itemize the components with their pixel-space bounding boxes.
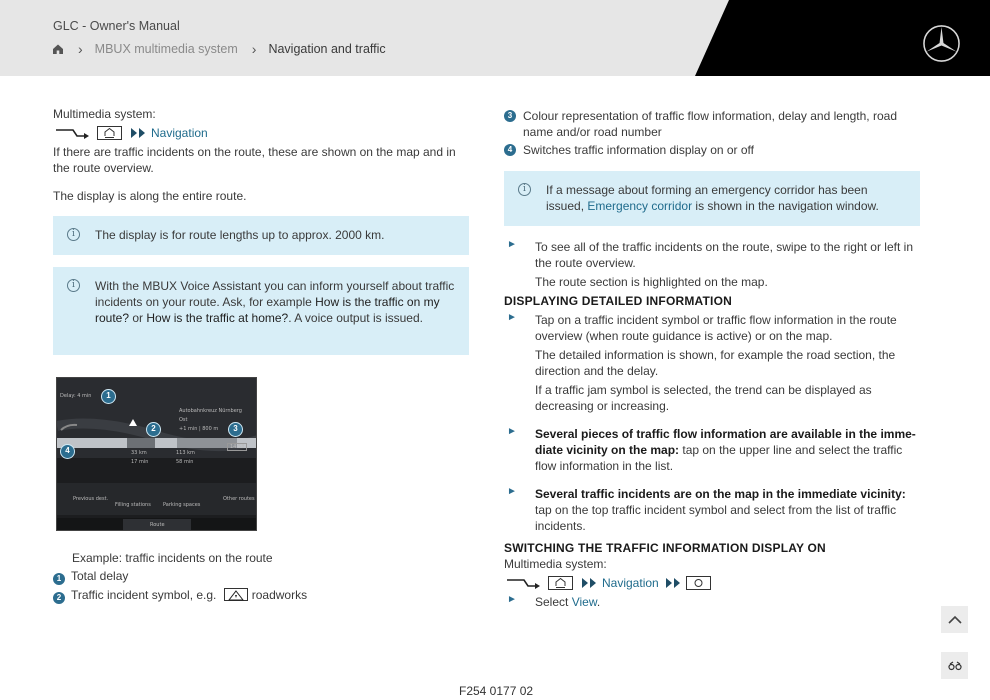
info-text-post: . A voice output is issued.: [288, 311, 423, 325]
arrow-icon: [55, 126, 91, 140]
nav-path-navigation[interactable]: Navigation: [151, 126, 208, 140]
legend-text-1: Total delay: [71, 569, 129, 583]
home-button-icon: [97, 126, 122, 140]
legend-num-1: 1: [53, 573, 65, 585]
nav-path-navigation[interactable]: Navigation: [602, 576, 659, 590]
chevron-right-icon: ›: [251, 41, 257, 57]
info-icon: i: [518, 183, 531, 196]
chevron-right-icon: ›: [78, 41, 83, 57]
double-chevron-icon: [130, 127, 147, 139]
segment-distance-1: 33 km: [131, 450, 147, 456]
info-box-emergency-corridor: [504, 171, 920, 226]
figure-button-previous: Previous dest.: [73, 496, 109, 502]
callout-1: 1: [101, 389, 116, 404]
info-text: The display is for route lengths up to approx. 2000 km.: [95, 228, 385, 242]
callout-3: 3: [228, 422, 243, 437]
figure-button-filling: Filling stations: [115, 502, 151, 508]
figure-code: F254 0177 02: [459, 684, 534, 698]
multimedia-label: Multimedia system:: [504, 557, 607, 571]
nav-path: [55, 126, 469, 140]
step-result: The route section is highlighted on the map.: [535, 275, 768, 289]
double-chevron-icon: [665, 577, 682, 589]
heading-switching-display: SWITCHING THE TRAFFIC INFORMATION DISPLAY ON: [504, 541, 826, 555]
route-overview-screenshot: [56, 377, 257, 531]
step-result-2: If a traffic jam symbol is selected, the trend can be displayed as decreasing or increasing.: [535, 383, 872, 413]
step-text: To see all of the traffic incidents on the route, swipe to the right or left in the route overview.: [535, 240, 913, 270]
step-text: Tap on a traffic incident symbol or traffic flow information in the route overview (when route guidance is active) or on the map.: [535, 313, 897, 343]
step-bold: Several traffic incidents are on the map in the immediate vicinity:: [535, 487, 906, 501]
roadworks-icon: [224, 588, 248, 601]
figure-button-other: Other routes: [223, 496, 255, 502]
manual-title: GLC - Owner's Manual: [53, 19, 180, 33]
settings-button-icon: [686, 576, 711, 590]
nav-path: [506, 576, 920, 590]
figure-bottom-route: Route: [150, 522, 165, 528]
info-text-pre: If a message about forming an emergency corridor has been issued,: [546, 183, 868, 213]
step-text: tap on the upper line and select the traffic flow information in the list.: [535, 443, 903, 473]
incident-paragraph: If there are traffic incidents on the route, these are shown on the map and in the route overview.: [53, 145, 456, 175]
figure-caption: Example: traffic incidents on the route: [72, 551, 273, 565]
junction-name: Autobahnkreuz Nürnberg: [179, 408, 242, 414]
info-text-post: is shown in the navigation window.: [692, 199, 879, 213]
left-column: [53, 106, 469, 355]
legend-text-3: Colour representation of traffic flow information, delay and length, road name and/or road number: [523, 109, 897, 139]
direction: Ost: [179, 417, 188, 423]
callout-4: 4: [60, 444, 75, 459]
segment-time-1: 17 min: [131, 459, 149, 465]
info-box-route-length: [53, 216, 469, 255]
step-result: The detailed information is shown, for example the road section, the direction and the delay.: [535, 348, 896, 378]
segment-distance-2: 113 km: [176, 450, 195, 456]
legend-text-2: Traffic incident symbol, e.g.: [71, 588, 217, 602]
step-arrow-icon: ►: [507, 594, 517, 605]
legend-item-2: [53, 587, 469, 604]
legend-num-2: 2: [53, 592, 65, 604]
incident-detail: +1 min | 800 m: [179, 426, 219, 432]
info-icon: i: [67, 279, 80, 292]
figure-button-parking: Parking spaces: [163, 502, 201, 508]
mercedes-star-logo: [922, 24, 961, 63]
emergency-corridor-label: Emergency corridor: [587, 199, 693, 213]
voice-query-1: How is the traffic on my route?: [95, 295, 440, 325]
breadcrumb-link-mbux[interactable]: MBUX multimedia system: [94, 42, 238, 56]
legend-item-4: [504, 142, 920, 158]
step-traffic-flow: [504, 426, 920, 474]
page-index-button[interactable]: [941, 652, 968, 679]
legend-num-3: 3: [504, 110, 516, 122]
step-swipe: [504, 239, 920, 290]
arrow-icon: [506, 576, 542, 590]
breadcrumb: [52, 42, 386, 56]
page-index-icon: [948, 661, 962, 671]
legend-text-2-post: roadworks: [251, 588, 308, 602]
info-box-voice-assistant: [53, 267, 469, 355]
callout-2: 2: [146, 422, 161, 437]
segment-time-2: 58 min: [176, 459, 194, 465]
home-icon[interactable]: [52, 43, 64, 55]
legend-item-1: [53, 568, 469, 585]
step-tap-symbol: [504, 312, 920, 414]
step-text: Select: [535, 595, 572, 609]
legend-item-3: [504, 108, 920, 140]
info-text-mid: or: [129, 311, 147, 325]
voice-query-2: How is the traffic at home?: [146, 311, 289, 325]
delay-label: Delay: 4 min: [60, 393, 92, 399]
step-bold: Several pieces of traffic flow information are available in the imme-diate vicinity on the map:: [535, 427, 916, 457]
scroll-to-top-button[interactable]: [941, 606, 968, 633]
figure-legend: [53, 550, 469, 604]
right-column: [504, 108, 920, 610]
view-label[interactable]: View: [571, 595, 597, 609]
legend-num-4: 4: [504, 144, 516, 156]
step-text-post: .: [596, 595, 601, 609]
double-chevron-icon: [581, 577, 598, 589]
home-button-icon: [548, 576, 573, 590]
multimedia-label: Multimedia system:: [53, 107, 156, 121]
step-select-view: [504, 594, 920, 610]
step-arrow-icon: ►: [507, 312, 517, 323]
chevron-up-icon: [948, 615, 962, 624]
info-text-pre: With the MBUX Voice Assistant you can inform yourself about traffic incidents on your route. Ask, for example: [95, 279, 455, 309]
info-icon: i: [67, 228, 80, 241]
legend-text-4: Switches traffic information display on or off: [523, 143, 754, 157]
step-arrow-icon: ►: [507, 426, 517, 437]
map-graphic: [57, 378, 257, 531]
step-traffic-incidents: [504, 486, 920, 534]
step-text: tap on the top traffic incident symbol and select from the list of traffic incidents.: [535, 503, 897, 533]
page-header: [0, 0, 990, 76]
step-arrow-icon: ►: [507, 486, 517, 497]
step-arrow-icon: ►: [507, 239, 517, 250]
heading-detailed-info: DISPLAYING DETAILED INFORMATION: [504, 294, 732, 308]
arrival-time: 14:58: [227, 443, 247, 451]
breadcrumb-current: Navigation and traffic: [268, 42, 386, 56]
display-paragraph: The display is along the entire route.: [53, 189, 247, 203]
